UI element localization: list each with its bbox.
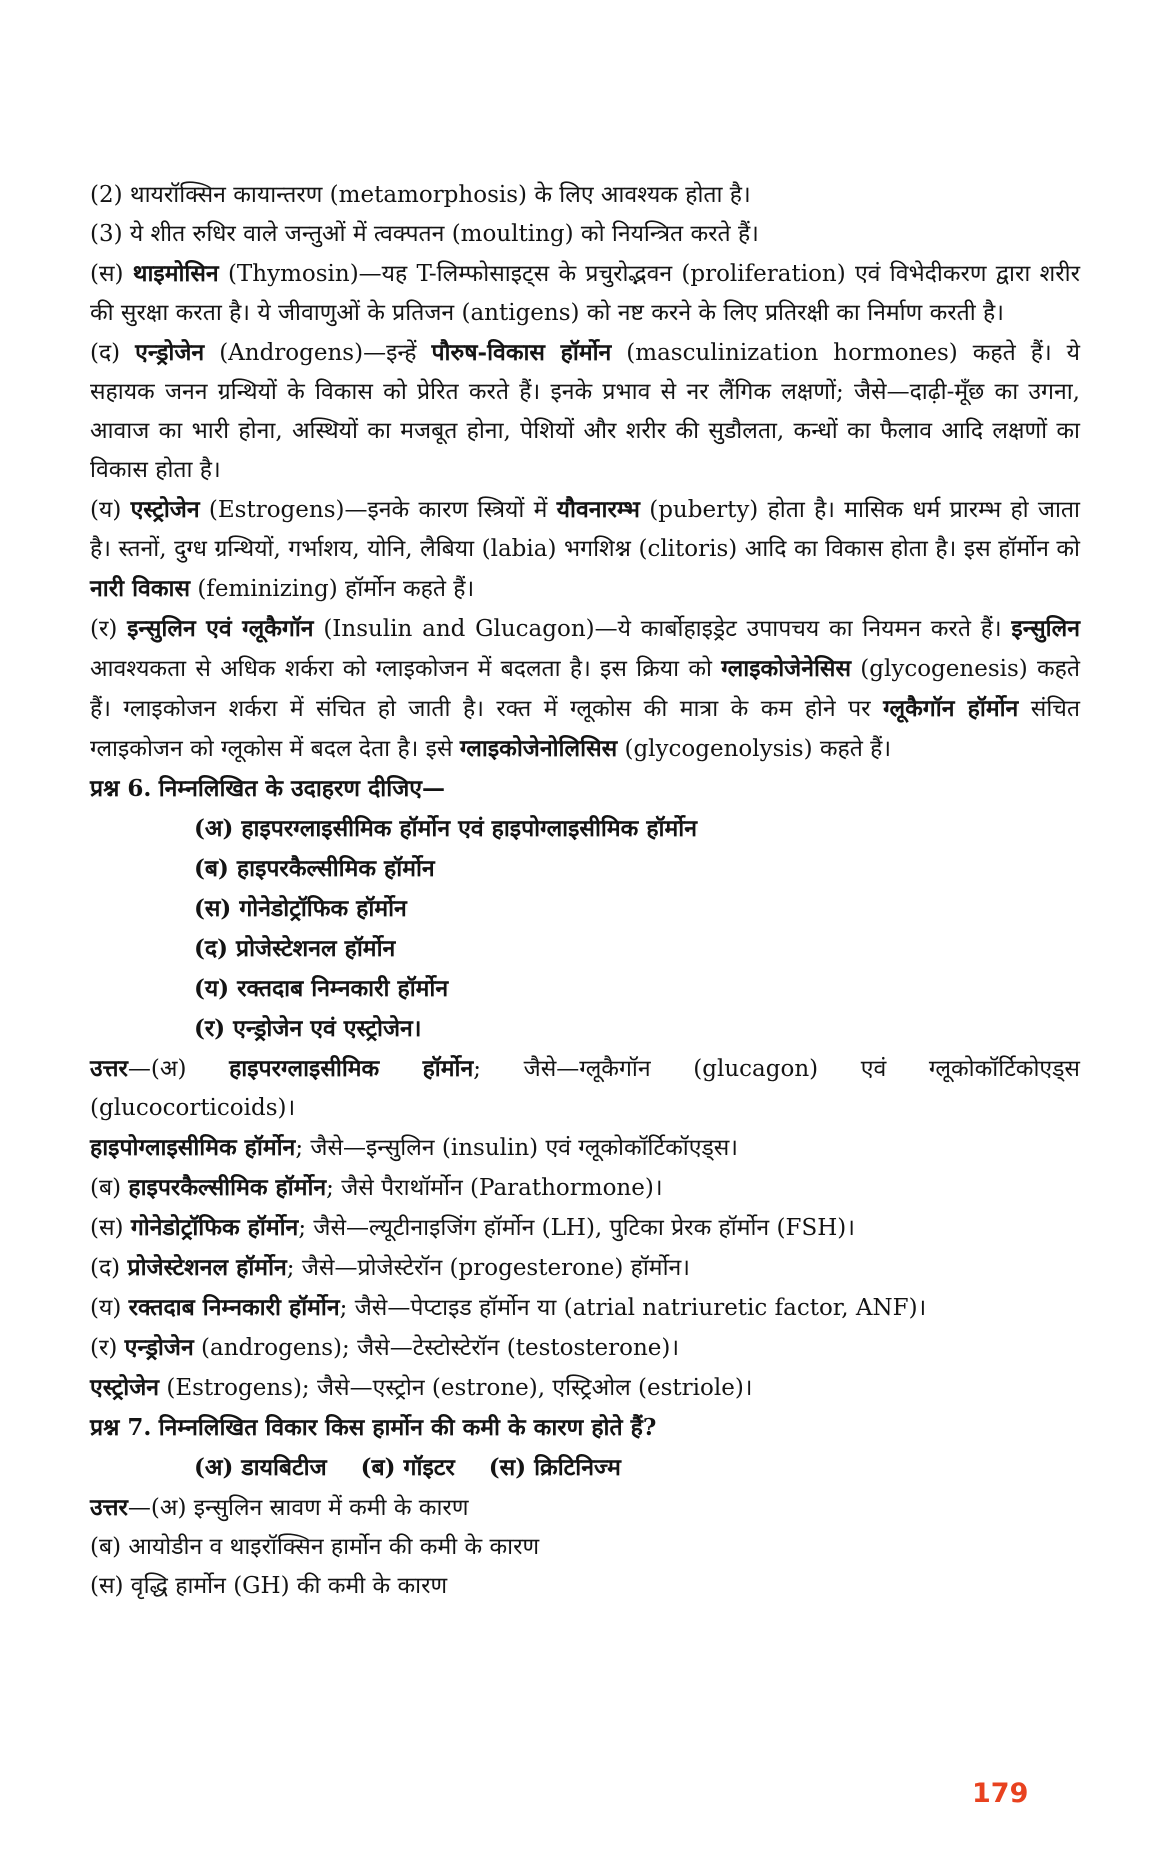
answer-line xyxy=(90,1248,1080,1288)
text-run: (स) xyxy=(90,1215,131,1241)
text-run: (androgens); जैसे—टेस्टोस्टेरॉन (testosterone)। xyxy=(193,1335,680,1361)
text-run: (Estrogens); जैसे—एस्ट्रोन (estrone), एस्ट्रिओल (estriole)। xyxy=(159,1375,753,1401)
option-item: (य) रक्तदाब निम्नकारी हॉर्मोन xyxy=(194,975,449,1002)
option-item: (अ) डायबिटीज xyxy=(194,1454,327,1481)
text-run: ; जैसे—इन्सुलिन (insulin) एवं ग्लूकोकॉर्टिकॉएड्स। xyxy=(295,1135,739,1161)
text-run: (Thymosin)—यह T-लिम्फोसाइट्स के प्रचुरोद्भवन (proliferation) एवं विभेदीकरण द्वारा शरीर की सुरक्षा करता है। ये जीवाणुओं के प्रतिजन (antigens) को नष्ट करने के लिए प्रतिरक्षी का निर्माण करती है। xyxy=(90,261,1080,326)
answer-line xyxy=(90,1168,1080,1208)
text-run: —(अ) xyxy=(127,1056,230,1082)
option-item: (अ) हाइपरग्लाइसीमिक हॉर्मोन एवं हाइपोग्लाइसीमिक हॉर्मोन xyxy=(194,815,697,842)
bold-term: उत्तर xyxy=(90,1494,128,1521)
text-run: (द) xyxy=(90,1255,128,1281)
answer-line xyxy=(90,1488,1080,1528)
text-run: ; जैसे पैराथॉर्मोन (Parathormone)। xyxy=(326,1175,663,1201)
answer-line xyxy=(90,1208,1080,1248)
text-run: (य) xyxy=(90,497,131,523)
option-item: (ब) हाइपरकैल्सीमिक हॉर्मोन xyxy=(194,855,435,882)
question-options xyxy=(90,809,1080,1049)
text-run: (ब) xyxy=(90,1175,129,1201)
text-run: ; जैसे—प्रोजेस्टेरॉन (progesterone) हॉर्मोन। xyxy=(286,1255,691,1281)
answer-line xyxy=(90,1528,1080,1567)
answer-line xyxy=(90,1368,1080,1408)
option-item: (द) प्रोजेस्टेशनल हॉर्मोन xyxy=(194,935,396,962)
para-androgens xyxy=(90,333,1080,490)
bold-term: ग्लाइकोजेनेसिस xyxy=(721,655,852,682)
body-paragraphs xyxy=(90,176,1080,769)
text-run: (Insulin and Glucagon)—ये कार्बोहाइड्रेट उपापचय का नियमन करते हैं। xyxy=(313,616,1012,642)
option-item: (र) एन्ड्रोजेन एवं एस्ट्रोजेन। xyxy=(194,1015,422,1042)
text-run: ; जैसे—पेप्टाइड हॉर्मोन या (atrial natriuretic factor, ANF)। xyxy=(339,1295,927,1321)
bold-term: गोनेडोट्रॉफिक हॉर्मोन xyxy=(130,1214,299,1241)
text-run: (स) xyxy=(90,261,133,287)
bold-term: एस्ट्रोजेन xyxy=(130,496,200,523)
option-item: (ब) गॉइटर xyxy=(360,1454,455,1481)
bold-term: एस्ट्रोजेन xyxy=(90,1374,160,1401)
text-run: (Estrogens)—इनके कारण स्त्रियों में xyxy=(199,497,557,523)
text-run: —(अ) इन्सुलिन स्रावण में कमी के कारण xyxy=(127,1495,469,1521)
bold-term: नारी विकास xyxy=(90,575,191,602)
bold-term: हाइपरकैल्सीमिक हॉर्मोन xyxy=(128,1174,327,1201)
question-label: प्रश्न 7. xyxy=(90,1414,152,1441)
text-run: (ब) आयोडीन व थाइरॉक्सिन हार्मोन की कमी के कारण xyxy=(90,1534,540,1560)
answer-line xyxy=(90,1049,1080,1128)
question-text: निम्नलिखित के उदाहरण दीजिए— xyxy=(158,775,445,802)
text-run: आवश्यकता से अधिक शर्करा को ग्लाइकोजन में बदलता है। इस क्रिया को xyxy=(90,656,722,682)
answer-line xyxy=(90,1288,1080,1328)
bold-term: ग्लाइकोजेनोलिसिस xyxy=(459,735,618,762)
text-run: (3) ये शीत रुधिर वाले जन्तुओं में त्वक्पतन (moulting) को नियन्त्रित करते हैं। xyxy=(90,221,759,247)
question-label: प्रश्न 6. xyxy=(90,775,152,802)
bold-term: इन्सुलिन एवं ग्लूकैगॉन xyxy=(127,615,314,642)
text-run: (स) वृद्धि हार्मोन (GH) की कमी के कारण xyxy=(90,1573,448,1599)
answer-line xyxy=(90,1128,1080,1168)
bold-term: पौरुष-विकास हॉर्मोन xyxy=(431,339,612,366)
answer-line xyxy=(90,1567,1080,1606)
text-run: (य) xyxy=(90,1295,129,1321)
answer-6 xyxy=(90,1049,1080,1408)
text-run: (feminizing) हॉर्मोन कहते हैं। xyxy=(190,576,475,602)
text-run: (र) xyxy=(90,616,128,642)
text-run: (masculinization hormones) कहते हैं। ये सहायक जनन ग्रन्थियों के विकास को प्रेरित करते हैं। इनके प्रभाव से नर लैंगिक लक्षणों; जैसे—दाढ़ी-मूँछ का उगना, आवाज का भारी होना, अस्थियों का मजबूत होना, पेशियों और शरीर की सुडौलता, कन्धों का फैलाव आदि लक्षणों का विकास होता है। xyxy=(90,340,1080,483)
answer-line xyxy=(90,1328,1080,1368)
bold-term: यौवनारम्भ xyxy=(556,496,640,523)
bold-term: हाइपरग्लाइसीमिक हॉर्मोन xyxy=(229,1055,474,1082)
option-item: (स) क्रिटिनिज्म xyxy=(488,1454,621,1481)
text-run: ; जैसे—ल्यूटीनाइजिंग हॉर्मोन (LH), पुटिका प्रेरक हॉर्मोन (FSH)। xyxy=(298,1215,855,1241)
bold-term: प्रोजेस्टेशनल हॉर्मोन xyxy=(127,1254,287,1281)
bold-term: हाइपोग्लाइसीमिक हॉर्मोन xyxy=(90,1134,296,1161)
text-run: (Androgens)—इन्हें xyxy=(204,340,432,366)
question-7 xyxy=(90,1408,1080,1488)
text-run: (द) xyxy=(90,340,136,366)
bold-term: उत्तर xyxy=(90,1055,128,1082)
para-estrogens xyxy=(90,490,1080,609)
bold-term: थाइमोसिन xyxy=(132,260,219,287)
text-run: (puberty) होता है। मासिक धर्म प्रारम्भ हो जाता है। स्तनों, दुग्ध ग्रन्थियों, गर्भाशय, योनि, लैबिया (labia) भगशिश्न (clitoris) आदि का विकास होता है। इस हॉर्मोन को xyxy=(90,497,1080,562)
text-run: (र) xyxy=(90,1335,125,1361)
bold-term: ग्लूकैगॉन हॉर्मोन xyxy=(883,695,1019,722)
page-content xyxy=(90,176,1080,1606)
bold-term: इन्सुलिन xyxy=(1011,615,1080,642)
para-thyroxine-moulting xyxy=(90,215,1080,254)
text-run: (glycogenesis) कहते हैं। ग्लाइकोजन शर्करा में संचित हो जाती है। रक्त में ग्लूकोस की मात्रा के कम होने पर xyxy=(90,656,1080,722)
question-text: निम्नलिखित विकार किस हार्मोन की कमी के कारण होते हैं? xyxy=(158,1414,657,1441)
text-run: ; जैसे—ग्लूकैगॉन (glucagon) एवं ग्लूकोकॉर्टिकोएड्स (glucocorticoids)। xyxy=(90,1056,1080,1121)
question-6 xyxy=(90,769,1080,1049)
text-run: (glycogenolysis) कहते हैं। xyxy=(617,736,892,762)
text-run: संचित ग्लाइकोजन को ग्लूकोस में बदल देता है। इसे xyxy=(90,696,1081,762)
para-insulin-glucagon xyxy=(90,609,1080,769)
para-thymosin xyxy=(90,254,1080,333)
question-options xyxy=(90,1448,1080,1488)
bold-term: एन्ड्रोजेन xyxy=(124,1334,194,1361)
bold-term: रक्तदाब निम्नकारी हॉर्मोन xyxy=(128,1294,340,1321)
bold-term: एन्ड्रोजेन xyxy=(135,339,205,366)
text-run: (2) थायरॉक्सिन कायान्तरण (metamorphosis) के लिए आवश्यक होता है। xyxy=(90,182,751,208)
answer-7 xyxy=(90,1488,1080,1606)
option-item: (स) गोनेडोट्रॉफिक हॉर्मोन xyxy=(194,895,407,922)
para-thyroxine-metamorphosis xyxy=(90,176,1080,215)
page-number: 179 xyxy=(972,1778,1029,1809)
